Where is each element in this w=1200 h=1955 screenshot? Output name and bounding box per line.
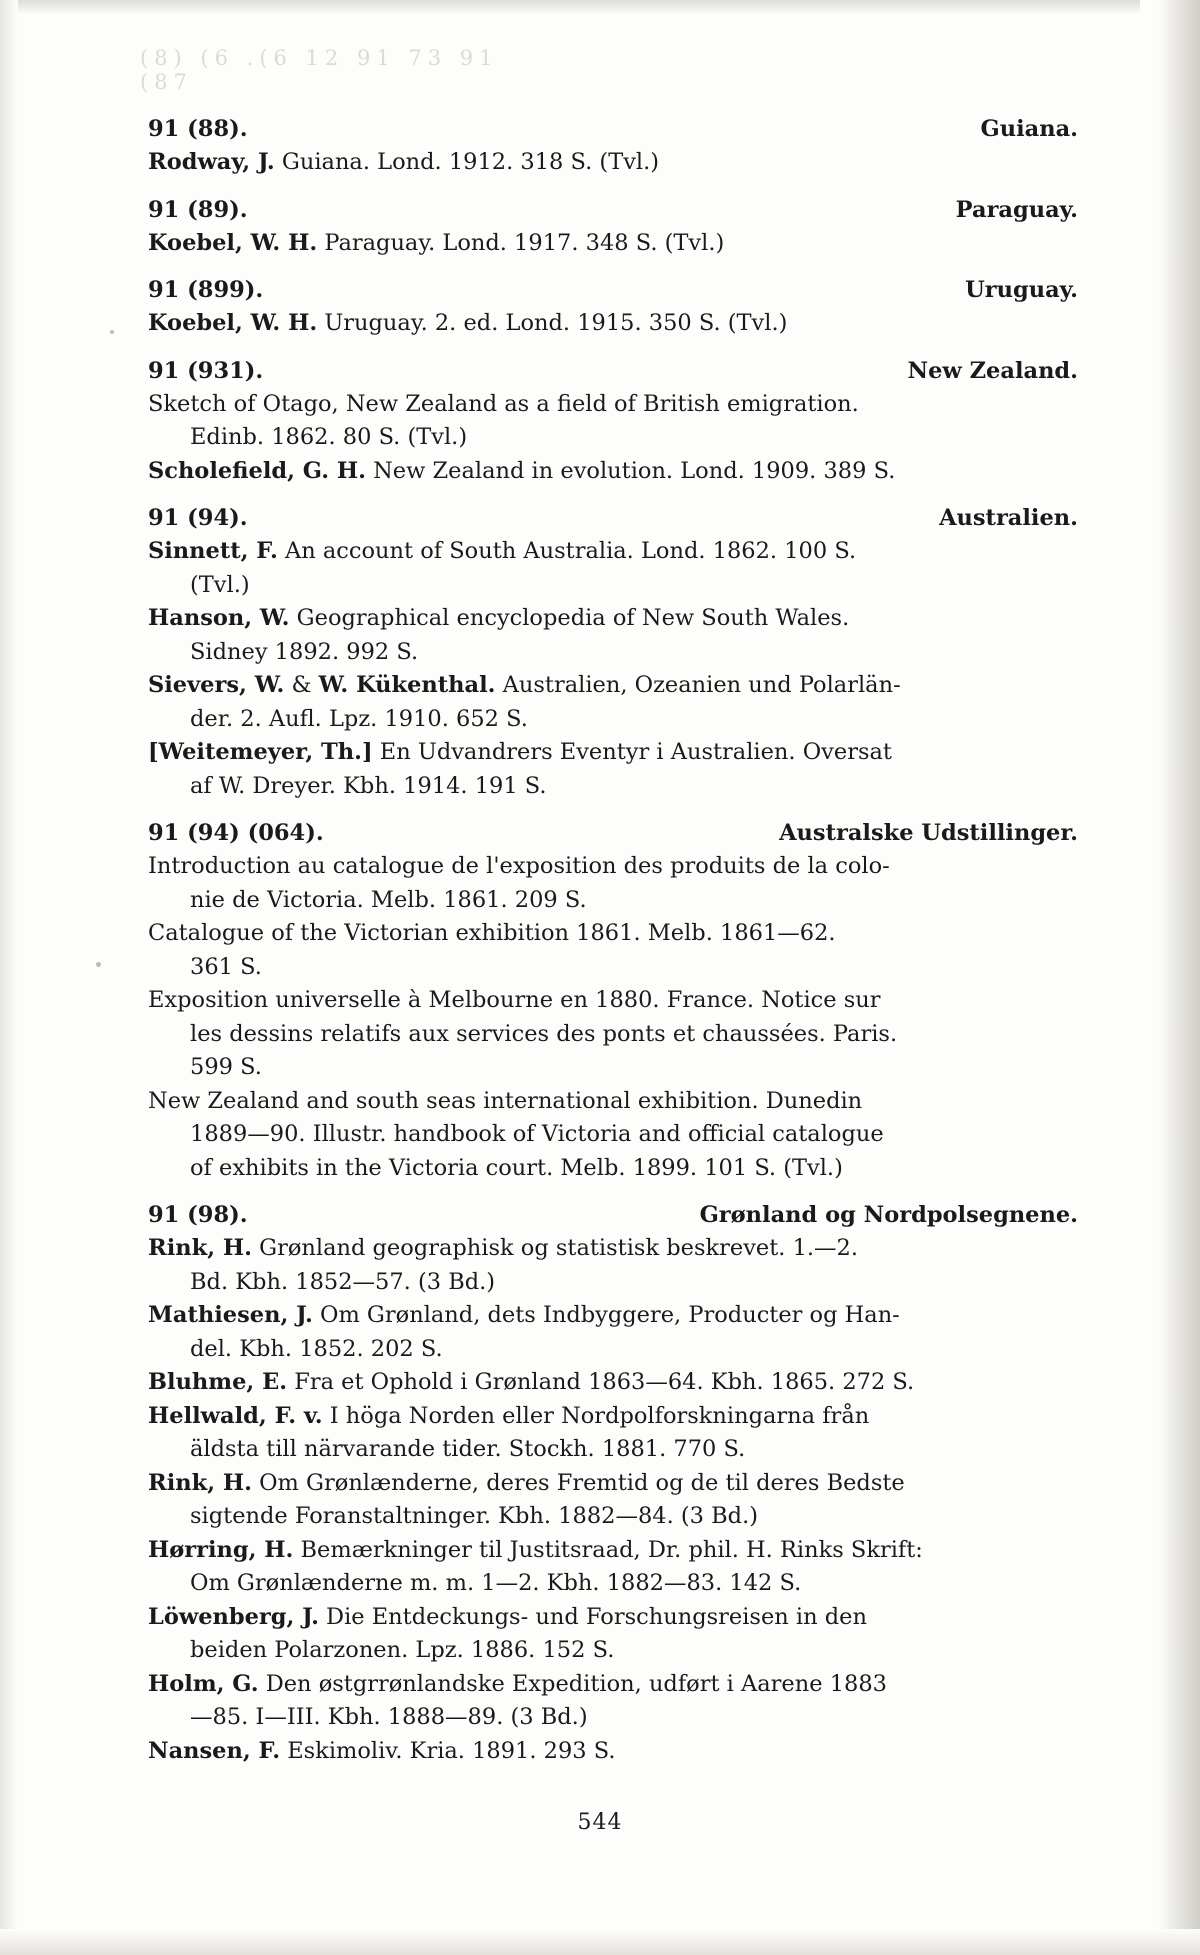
- class-code: 91 (931).: [148, 357, 264, 384]
- scan-speck: [110, 330, 114, 334]
- entry-line: 599 S.: [190, 1054, 262, 1080]
- entry-line: 1889—90. Illustr. handbook of Victoria and official catalogue: [190, 1121, 884, 1147]
- page-edge-bottom: [0, 1929, 1200, 1955]
- section-spacer: [148, 488, 1078, 501]
- section-spacer: [148, 180, 1078, 193]
- entry-line: Hellwald, F. v. I höga Norden eller Nordpolforskningarna från: [148, 1402, 870, 1429]
- entry-line: Sidney 1892. 992 S.: [190, 638, 419, 665]
- class-code: 91 (98).: [148, 1202, 248, 1228]
- entry-line: Rink, H. Grønland geographisk og statistisk beskrevet. 1.—2.: [148, 1235, 859, 1261]
- entry-line: Sketch of Otago, New Zealand as a field of British emigration.: [148, 390, 859, 417]
- bibliography-entry: [148, 1299, 1078, 1366]
- entry-line: Rink, H. Om Grønlænderne, deres Fremtid og de til deres Bedste: [148, 1469, 905, 1496]
- bibliography-entry: [148, 1232, 1078, 1299]
- bibliography-entry: [148, 455, 1078, 489]
- entry-line: del. Kbh. 1852. 202 S.: [190, 1335, 443, 1362]
- entry-line: Bluhme, E. Fra et Ophold i Grønland 1863—64. Kbh. 1865. 272 S.: [148, 1369, 915, 1395]
- entry-line: Sievers, W. & W. Kükenthal. Australien, Ozeanien und Polarlän-: [148, 672, 901, 698]
- class-heading: [148, 501, 1078, 535]
- page-number: 544: [577, 1810, 623, 1835]
- class-code: 91 (94) (064).: [148, 820, 324, 846]
- bibliography-entry: [148, 1400, 1078, 1467]
- entry-line: Löwenberg, J. Die Entdeckungs- und Forschungsreisen in den: [148, 1603, 867, 1630]
- class-code: 91 (89).: [148, 196, 248, 223]
- class-heading: [148, 1198, 1078, 1232]
- entry-line: Nansen, F. Eskimoliv. Kria. 1891. 293 S.: [148, 1737, 616, 1764]
- ghost-header-offset: (8) (6 .(6 12 91 73 91 (87: [140, 46, 499, 94]
- entry-line: 361 S.: [190, 953, 262, 980]
- class-subject: New Zealand.: [907, 357, 1078, 384]
- entry-line: Catalogue of the Victorian exhibition 1861. Melb. 1861—62.: [148, 920, 836, 946]
- class-subject: Australien.: [939, 505, 1078, 531]
- entry-line: Om Grønlænderne m. m. 1—2. Kbh. 1882—83. 142 S.: [190, 1570, 802, 1596]
- entry-line: af W. Dreyer. Kbh. 1914. 191 S.: [190, 772, 547, 799]
- entry-line: Hanson, W. Geographical encyclopedia of New South Wales.: [148, 605, 850, 631]
- entry-line: beiden Polarzonen. Lpz. 1886. 152 S.: [190, 1637, 615, 1663]
- bibliography-entry: [148, 535, 1078, 602]
- bibliography-entry: [148, 669, 1078, 736]
- bibliography-entry: [148, 1085, 1078, 1186]
- bibliography-entries: [148, 112, 1078, 1768]
- bibliography-entry: [148, 1735, 1078, 1769]
- bibliography-entry: [148, 917, 1078, 984]
- class-subject: Grønland og Nordpolsegnene.: [699, 1202, 1078, 1228]
- bibliography-entry: [148, 227, 1078, 261]
- class-heading: [148, 273, 1078, 307]
- entry-line: Rodway, J. Guiana. Lond. 1912. 318 S. (Tvl.): [148, 149, 660, 175]
- class-subject: Australske Udstillinger.: [779, 820, 1078, 846]
- class-code: 91 (88).: [148, 116, 248, 142]
- section-spacer: [148, 260, 1078, 273]
- scan-speck: [96, 962, 101, 967]
- page-edge-right: [1140, 0, 1200, 1955]
- bibliography-entry: [148, 1534, 1078, 1601]
- class-heading: [148, 112, 1078, 146]
- bibliography-entry: [148, 307, 1078, 341]
- page-edge-left: [0, 0, 18, 1955]
- class-subject: Guiana.: [980, 116, 1078, 142]
- class-heading: [148, 193, 1078, 227]
- class-code: 91 (899).: [148, 277, 264, 303]
- entry-line: Sinnett, F. An account of South Australia. Lond. 1862. 100 S.: [148, 538, 857, 564]
- entry-line: äldsta till närvarande tider. Stockh. 1881. 770 S.: [190, 1436, 746, 1462]
- section-spacer: [148, 803, 1078, 816]
- entry-line: sigtende Foranstaltninger. Kbh. 1882—84. (3 Bd.): [190, 1503, 758, 1529]
- section-spacer: [148, 341, 1078, 354]
- bibliography-entry: [148, 1668, 1078, 1735]
- entry-line: Koebel, W. H. Paraguay. Lond. 1917. 348 S. (Tvl.): [148, 229, 725, 256]
- bibliography-entry: [148, 1601, 1078, 1668]
- entry-line: Koebel, W. H. Uruguay. 2. ed. Lond. 1915. 350 S. (Tvl.): [148, 310, 788, 336]
- bibliography-entry: [148, 388, 1078, 455]
- entry-line: nie de Victoria. Melb. 1861. 209 S.: [190, 886, 587, 913]
- entry-line: Introduction au catalogue de l'exposition des produits de la colo-: [148, 853, 890, 879]
- entry-line: Edinb. 1862. 80 S. (Tvl.): [190, 424, 468, 450]
- section-spacer: [148, 1185, 1078, 1198]
- entry-line: Hørring, H. Bemærkninger til Justitsraad, Dr. phil. H. Rinks Skrift:: [148, 1536, 923, 1563]
- class-subject: Paraguay.: [955, 196, 1078, 223]
- entry-line: les dessins relatifs aux services des ponts et chaussées. Paris.: [190, 1020, 898, 1047]
- bibliography-entry: [148, 984, 1078, 1085]
- bibliography-entry: [148, 736, 1078, 803]
- page-edge-top: [0, 0, 1200, 14]
- entry-line: —85. I—III. Kbh. 1888—89. (3 Bd.): [190, 1704, 588, 1730]
- entry-line: Holm, G. Den østgrrønlandske Expedition, udført i Aarene 1883: [148, 1670, 887, 1697]
- bibliography-entry: [148, 1467, 1078, 1534]
- entry-line: (Tvl.): [190, 571, 250, 598]
- bibliography-entry: [148, 850, 1078, 917]
- entry-line: [Weitemeyer, Th.] En Udvandrers Eventyr i Australien. Oversat: [148, 739, 892, 765]
- bibliography-entry: [148, 602, 1078, 669]
- entry-line: New Zealand and south seas international exhibition. Dunedin: [148, 1087, 863, 1114]
- entry-line: Exposition universelle à Melbourne en 1880. France. Notice sur: [148, 987, 881, 1013]
- class-code: 91 (94).: [148, 505, 248, 531]
- class-heading: [148, 816, 1078, 850]
- entry-line: Bd. Kbh. 1852—57. (3 Bd.): [190, 1268, 496, 1295]
- bibliography-entry: [148, 146, 1078, 180]
- entry-line: der. 2. Aufl. Lpz. 1910. 652 S.: [190, 705, 528, 732]
- bibliography-entry: [148, 1366, 1078, 1400]
- entry-line: of exhibits in the Victoria court. Melb. 1899. 101 S. (Tvl.): [190, 1154, 843, 1181]
- entry-line: Mathiesen, J. Om Grønland, dets Indbyggere, Producter og Han-: [148, 1302, 900, 1328]
- class-subject: Uruguay.: [965, 277, 1078, 303]
- class-heading: [148, 354, 1078, 388]
- entry-line: Scholefield, G. H. New Zealand in evolution. Lond. 1909. 389 S.: [148, 457, 896, 484]
